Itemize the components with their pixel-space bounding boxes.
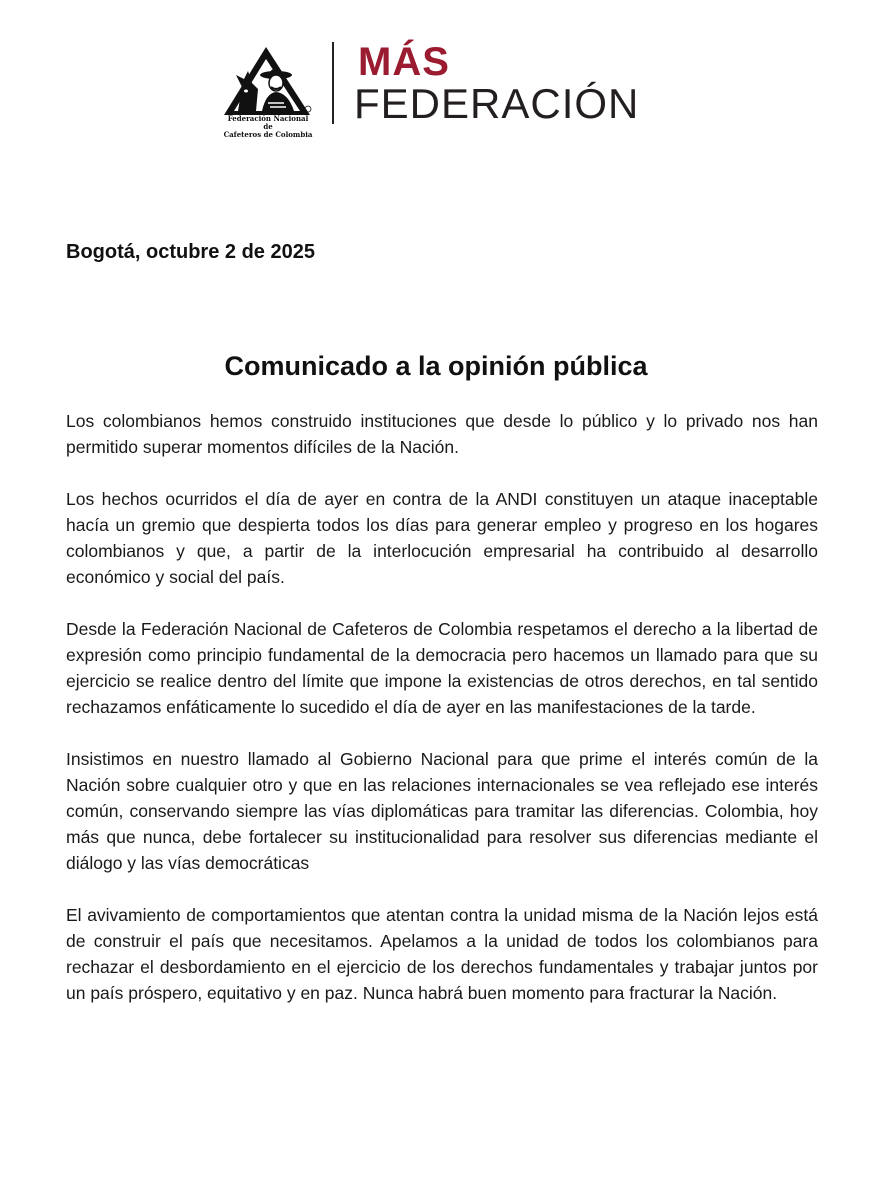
fnc-caption-line-2: Cafeteros de Colombia [223,130,313,139]
paragraph: El avivamiento de comportamientos que atentan contra la unidad misma de la Nación lejos está de construir el país que necesitamos. Apelamos a la unidad de todos los colombianos para rechazar el desbordamiento en el ejercicio de los derechos fundamentales y trabajar juntos por un país próspero, equitativo y en paz. Nunca habrá buen momento para fracturar la Nación. [66,905,818,1003]
brand-federacion: FEDERACIÓN [354,80,640,127]
paragraph: Los colombianos hemos construido instituciones que desde lo público y lo privado nos han permitido superar momentos difíciles de la Nación. [66,411,818,457]
fnc-logo [222,45,314,139]
brand-mas: MÁS [358,40,450,84]
document-date: Bogotá, octubre 2 de 2025 [66,241,315,263]
document-body [66,408,818,1032]
fnc-logo-caption [222,115,314,139]
juan-valdez-mule-icon [222,45,314,117]
logo-divider [332,42,334,124]
letterhead [222,40,682,140]
document-title: Comunicado a la opinión pública [224,351,648,381]
paragraph: Desde la Federación Nacional de Cafeteros de Colombia respetamos el derecho a la libertad de expresión como principio fundamental de la democracia pero hacemos un llamado para que su ejercicio se realice dentro del límite que impone la existencias de otros derechos, en tal sentido rechazamos enfáticamente lo sucedido el día de ayer en las manifestaciones de la tarde. [66,619,818,717]
fnc-caption-line-1: Federación Nacional de [227,114,309,131]
paragraph: Insistimos en nuestro llamado al Gobierno Nacional para que prime el interés común de la Nación sobre cualquier otro y que en las relaciones internacionales se vea reflejado ese interés común, conservando siempre las vías diplomáticas para tramitar las diferencias. Colombia, hoy más que nunca, debe fortalecer su institucionalidad para resolver sus diferencias mediante el diálogo y las vías democráticas [66,749,818,873]
paragraph: Los hechos ocurridos el día de ayer en contra de la ANDI constituyen un ataque inaceptable hacía un gremio que despierta todos los días para generar empleo y progreso en los hogares colombianos y que, a partir de la interlocución empresarial ha contribuido al desarrollo económico y social del país. [66,489,818,587]
